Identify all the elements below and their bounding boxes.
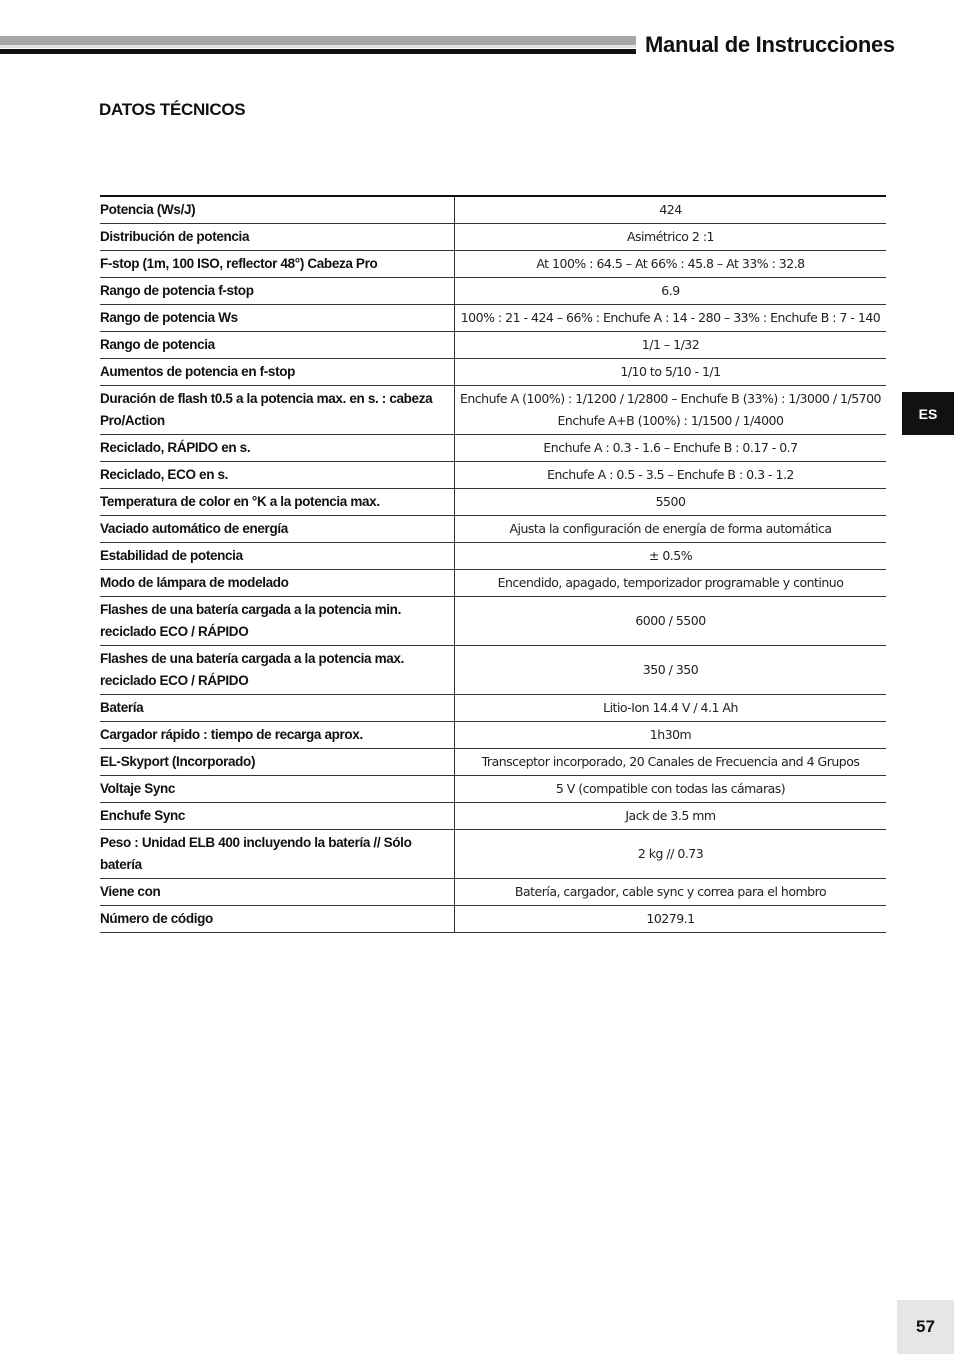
spec-label: Enchufe Sync — [100, 803, 455, 830]
language-tab: ES — [902, 392, 954, 435]
table-row — [100, 224, 886, 251]
spec-value: 350 / 350 — [642, 662, 699, 677]
spec-label: Voltaje Sync — [100, 776, 455, 803]
spec-value: Batería, cargador, cable sync y correa para el hombro — [514, 884, 827, 899]
spec-label: Reciclado, RÁPIDO en s. — [100, 435, 455, 462]
spec-label: Potencia (Ws/J) — [100, 196, 455, 224]
table-row — [100, 830, 886, 879]
spec-label: Estabilidad de potencia — [100, 543, 455, 570]
table-row — [100, 516, 886, 543]
spec-label: Rango de potencia Ws — [100, 305, 455, 332]
page-number: 57 — [897, 1300, 954, 1354]
spec-value: Transceptor incorporado, 20 Canales de Frecuencia and 4 Grupos — [481, 754, 860, 769]
table-row — [100, 570, 886, 597]
table-row — [100, 489, 886, 516]
spec-label: Viene con — [100, 879, 455, 906]
specs-table-body — [100, 196, 886, 933]
table-row — [100, 435, 886, 462]
spec-value: Enchufe A : 0.3 - 1.6 – Enchufe B : 0.17 - 0.7 — [543, 440, 798, 455]
table-row — [100, 251, 886, 278]
spec-value: Ajusta la configuración de energía de forma automática — [509, 521, 832, 536]
table-row — [100, 695, 886, 722]
table-row — [100, 196, 886, 224]
spec-value: 2 kg // 0.73 — [637, 846, 704, 861]
table-row — [100, 722, 886, 749]
table-row — [100, 359, 886, 386]
header-rule-black — [0, 49, 636, 54]
spec-label: Rango de potencia f-stop — [100, 278, 455, 305]
header-rule-light — [0, 45, 636, 48]
spec-value: Asimétrico 2 :1 — [626, 229, 714, 244]
spec-value: 1/1 – 1/32 — [641, 337, 700, 352]
spec-value: Litio-Ion 14.4 V / 4.1 Ah — [603, 700, 738, 715]
table-row — [100, 386, 886, 435]
spec-value: 424 — [659, 202, 682, 217]
table-row — [100, 803, 886, 830]
table-row — [100, 597, 886, 646]
spec-label: Duración de flash t0.5 a la potencia max. en s. : cabeza Pro/Action — [100, 386, 455, 435]
table-row — [100, 749, 886, 776]
spec-value: Encendido, apagado, temporizador programable y continuo — [497, 575, 844, 590]
spec-label: Modo de lámpara de modelado — [100, 570, 455, 597]
table-row — [100, 879, 886, 906]
spec-value: 6.9 — [661, 283, 680, 298]
spec-label: F-stop (1m, 100 ISO, reflector 48°) Cabeza Pro — [100, 251, 455, 278]
spec-label: Reciclado, ECO en s. — [100, 462, 455, 489]
spec-label: Batería — [100, 695, 455, 722]
spec-value: 100% : 21 - 424 – 66% : Enchufe A : 14 - 280 – 33% : Enchufe B : 7 - 140 — [460, 310, 881, 325]
spec-value: At 100% : 64.5 – At 66% : 45.8 – At 33% : 32.8 — [536, 256, 805, 271]
header-rule-gray — [0, 36, 636, 45]
spec-value: 5500 — [655, 494, 686, 509]
table-row — [100, 543, 886, 570]
table-row — [100, 906, 886, 933]
spec-label: Rango de potencia — [100, 332, 455, 359]
spec-value: 1h30m — [649, 727, 692, 742]
spec-value: Jack de 3.5 mm — [625, 808, 716, 823]
table-row — [100, 646, 886, 695]
table-row — [100, 332, 886, 359]
spec-label: Distribución de potencia — [100, 224, 455, 251]
spec-label: Número de código — [100, 906, 455, 933]
spec-label: Peso : Unidad ELB 400 incluyendo la batería // Sólo batería — [100, 830, 455, 879]
table-row — [100, 305, 886, 332]
spec-value: 6000 / 5500 — [635, 613, 706, 628]
spec-label: Cargador rápido : tiempo de recarga aprox. — [100, 722, 455, 749]
table-row — [100, 462, 886, 489]
spec-value: 1/10 to 5/10 - 1/1 — [620, 364, 721, 379]
specs-table — [100, 195, 886, 933]
spec-value: 10279.1 — [646, 911, 695, 926]
manual-title: Manual de Instrucciones — [645, 32, 895, 57]
header-rule — [0, 36, 636, 56]
spec-label: Aumentos de potencia en f-stop — [100, 359, 455, 386]
spec-label: EL-Skyport (Incorporado) — [100, 749, 455, 776]
spec-value: ± 0.5% — [648, 548, 693, 563]
section-title: DATOS TÉCNICOS — [99, 100, 246, 119]
table-row — [100, 776, 886, 803]
spec-label: Vaciado automático de energía — [100, 516, 455, 543]
table-row — [100, 278, 886, 305]
spec-value: Enchufe A : 0.5 - 3.5 – Enchufe B : 0.3 - 1.2 — [547, 467, 794, 482]
spec-label: Temperatura de color en °K a la potencia max. — [100, 489, 455, 516]
spec-value: Enchufe A (100%) : 1/1200 / 1/2800 – Enchufe B (33%) : 1/3000 / 1/5700 Enchufe A+B (100%) : 1/1500 / 1/4000 — [459, 391, 882, 428]
spec-label: Flashes de una batería cargada a la potencia max. reciclado ECO / RÁPIDO — [100, 646, 455, 695]
spec-value: 5 V (compatible con todas las cámaras) — [555, 781, 786, 796]
spec-label: Flashes de una batería cargada a la potencia min. reciclado ECO / RÁPIDO — [100, 597, 455, 646]
